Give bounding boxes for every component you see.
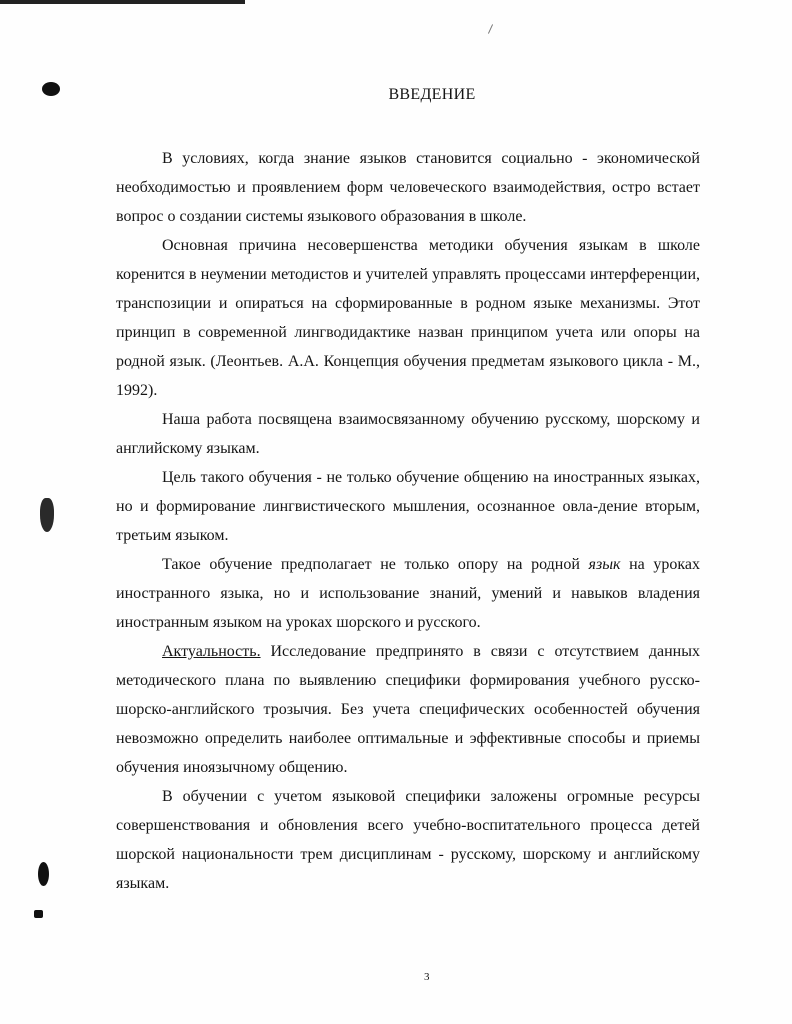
paragraph-text: на уроках иностранного языка, но и использование знаний, умений и навыков владения иностранным языком на уроках шорского и русского. [116, 556, 701, 631]
paragraph: Наша работа посвящена взаимосвязанному обучению русскому, шорскому и английскому языкам. [116, 411, 700, 457]
section-heading: Актуальность. [162, 643, 261, 660]
page-title: ВВЕДЕНИЕ [388, 86, 476, 103]
paragraph: Основная причина несовершенства методики обучения языкам в школе коренится в неумении методистов и учителей управлять процессами интерференции, транспозиции и опираться на сформированные в родном языке механизмы. Этот принцип в современной лингводидактике назван принципом учета или опоры на родной язык. (Леонтьев. А.А. Концепция обучения предметам языкового цикла - М., 1992). [116, 237, 700, 399]
page-number: 3 [424, 971, 430, 983]
italic-word: язык [588, 556, 621, 573]
scan-blot [34, 910, 43, 918]
paragraph-text: Такое обучение предполагает не только опору на родной [162, 556, 589, 573]
paragraph: Цель такого обучения - не только обучение общению на иностранных языках, но и формирование лингвистического мышления, осознанное овла-дение вторым, третьим языком. [116, 469, 700, 544]
body-text [116, 144, 700, 898]
paragraph: В условиях, когда знание языков становится социально - экономической необходимостью и проявлением форм человеческого взаимодействия, остро встает вопрос о создании системы языкового образования в школе. [116, 150, 700, 225]
paragraph: В обучении с учетом языковой специфики заложены огромные ресурсы совершенствования и обновления всего учебно-воспитательного процесса детей шорской национальности трем дисциплинам - русскому, шорскому и английскому языкам. [116, 788, 700, 892]
scan-edge-line [0, 0, 245, 4]
paragraph [116, 637, 700, 782]
paragraph [116, 550, 700, 637]
paragraph-text: Исследование предпринято в связи с отсутствием данных методического плана по выявлению специфики формирования учебного русско-шорско-английского трозычия. Без учета специфических особенностей обучения невозможно определить наиболее оптимальные и эффективные способы и приемы обучения иноязычному общению. [116, 643, 700, 776]
scan-blot [38, 862, 49, 886]
scan-mark [488, 24, 493, 33]
scan-blot [40, 498, 54, 532]
